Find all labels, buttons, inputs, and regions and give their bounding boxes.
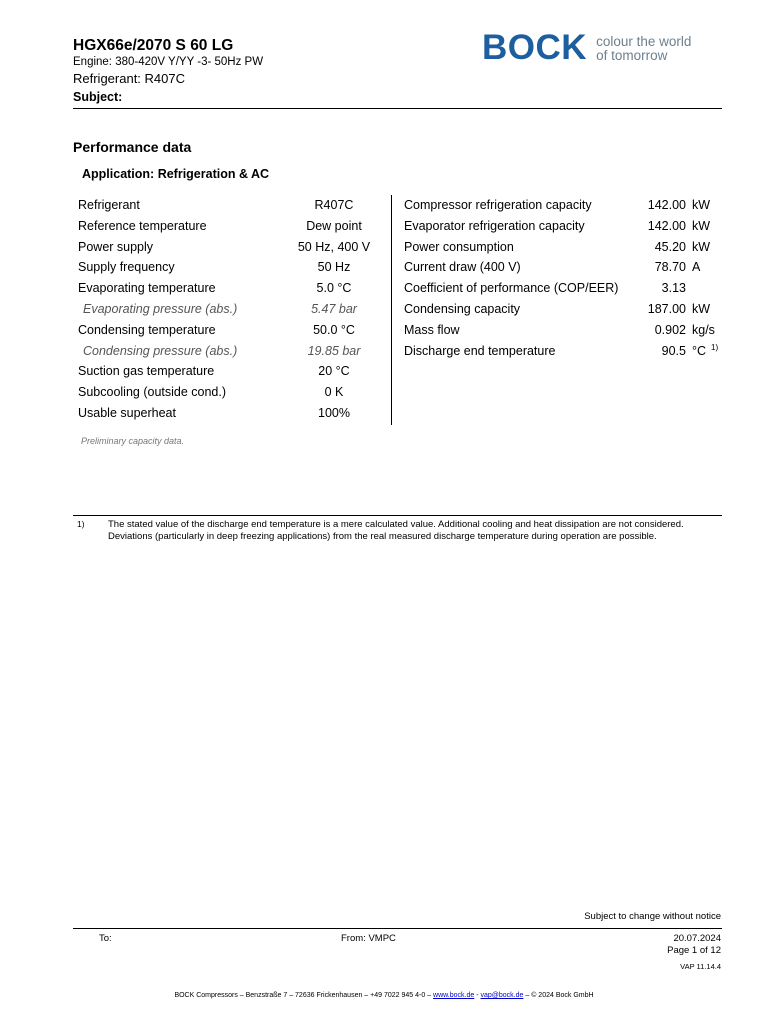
parameter-label: Power supply bbox=[78, 239, 154, 254]
result-value: 90.5 bbox=[661, 343, 686, 358]
parameter-label: Condensing temperature bbox=[78, 322, 216, 337]
result-value: 142.00 bbox=[647, 198, 686, 212]
result-label: Mass flow bbox=[404, 322, 460, 337]
document-title: HGX66e/2070 S 60 LG bbox=[73, 37, 234, 54]
result-value: 142.00 bbox=[647, 218, 686, 233]
parameter-value: 20 °C bbox=[318, 364, 350, 379]
parameter-value: R407C bbox=[314, 198, 354, 212]
header-divider bbox=[73, 108, 722, 109]
footnote-text: The stated value of the discharge end temperature is a mere calculated value. Additional cooling and heat dissipation are not considered. Deviations (particularly in deep freezing applications) from the real measured discharge temperature during operation are possible. bbox=[108, 519, 684, 542]
logo-tagline-line-2: of tomorrow bbox=[596, 48, 668, 63]
engine-line: Engine: 380-420V Y/YY -3- 50Hz PW bbox=[73, 56, 264, 68]
result-label: Evaporator refrigeration capacity bbox=[404, 218, 585, 233]
left-table-row bbox=[0, 404, 390, 422]
footer-to: To: bbox=[99, 933, 112, 944]
result-unit: kW bbox=[692, 302, 711, 316]
result-value: 187.00 bbox=[647, 302, 686, 316]
logo-tagline bbox=[596, 35, 691, 63]
left-table-row bbox=[0, 383, 390, 401]
result-unit: A bbox=[692, 260, 701, 275]
logo-wordmark: BOCK bbox=[482, 28, 588, 67]
address-suffix: – © 2024 Bock GmbH bbox=[523, 992, 594, 999]
refrigerant-line: Refrigerant: R407C bbox=[73, 71, 185, 86]
result-label: Discharge end temperature bbox=[404, 343, 556, 358]
footer-date: 20.07.2024 bbox=[673, 933, 721, 944]
parameter-value: Dew point bbox=[306, 218, 362, 233]
result-value: 0.902 bbox=[654, 322, 686, 337]
footer-address bbox=[0, 992, 768, 999]
parameter-label: Reference temperature bbox=[78, 218, 207, 233]
footer-page-number: Page 1 of 12 bbox=[667, 945, 721, 956]
parameter-label: Evaporating pressure (abs.) bbox=[83, 302, 238, 316]
result-unit: kg/s bbox=[692, 322, 715, 337]
address-prefix: BOCK Compressors – Benzstraße 7 – 72636 Frickenhausen – +49 7022 945 4-0 – bbox=[174, 992, 434, 999]
result-unit: °C bbox=[692, 343, 707, 358]
result-unit: kW bbox=[692, 239, 711, 254]
parameter-value: 50.0 °C bbox=[313, 322, 355, 337]
parameter-label: Subcooling (outside cond.) bbox=[78, 385, 227, 400]
right-table-row bbox=[0, 321, 768, 339]
parameter-value: 50 Hz, 400 V bbox=[297, 239, 371, 254]
footer-vap-version: VAP 11.14.4 bbox=[680, 962, 721, 971]
parameter-value: 5.47 bar bbox=[311, 302, 357, 316]
parameter-value: 19.85 bar bbox=[307, 343, 361, 358]
result-label: Compressor refrigeration capacity bbox=[404, 198, 592, 212]
result-label: Current draw (400 V) bbox=[404, 260, 521, 275]
parameter-label: Supply frequency bbox=[78, 260, 175, 275]
address-separator: - bbox=[474, 992, 481, 999]
parameter-label: Evaporating temperature bbox=[78, 281, 216, 296]
parameter-value: 0 K bbox=[324, 385, 344, 400]
footnote-reference: 1) bbox=[711, 342, 719, 352]
application-title: Application: Refrigeration & AC bbox=[82, 167, 270, 181]
parameter-value: 50 Hz bbox=[317, 260, 351, 275]
right-table-row bbox=[0, 279, 768, 297]
right-table-row bbox=[0, 196, 768, 214]
logo-tagline-line-1: colour the world bbox=[596, 34, 692, 49]
parameter-label: Suction gas temperature bbox=[78, 364, 215, 379]
footnote-mark: 1) bbox=[77, 519, 85, 529]
left-table-row bbox=[0, 362, 390, 380]
result-value: 78.70 bbox=[654, 260, 686, 275]
result-value: 3.13 bbox=[661, 281, 686, 296]
result-label: Power consumption bbox=[404, 239, 514, 254]
parameter-label: Condensing pressure (abs.) bbox=[83, 343, 238, 358]
preliminary-note: Preliminary capacity data. bbox=[81, 436, 185, 446]
result-unit: kW bbox=[692, 218, 711, 233]
bock-logo bbox=[482, 30, 691, 66]
email-link[interactable]: vap@bock.de bbox=[480, 992, 524, 999]
subject-line: Subject: bbox=[73, 90, 123, 104]
parameter-label: Refrigerant bbox=[78, 198, 140, 212]
right-table-row bbox=[0, 342, 768, 360]
result-label: Condensing capacity bbox=[404, 302, 521, 316]
parameter-value: 100% bbox=[318, 406, 350, 420]
section-title: Performance data bbox=[73, 139, 192, 155]
subject-to-change: Subject to change without notice bbox=[584, 911, 721, 922]
result-label: Coefficient of performance (COP/EER) bbox=[404, 281, 619, 296]
website-link[interactable]: www.bock.de bbox=[433, 992, 475, 999]
right-table-row bbox=[0, 217, 768, 235]
right-table-row bbox=[0, 300, 768, 318]
parameter-label: Usable superheat bbox=[78, 406, 176, 420]
result-unit: kW bbox=[692, 198, 711, 212]
footer-divider bbox=[73, 928, 722, 929]
footer-from: From: VMPC bbox=[341, 933, 396, 944]
right-table-row bbox=[0, 258, 768, 276]
right-table-row bbox=[0, 238, 768, 256]
parameter-value: 5.0 °C bbox=[316, 281, 352, 296]
footnote-divider bbox=[73, 515, 722, 516]
result-value: 45.20 bbox=[654, 239, 686, 254]
